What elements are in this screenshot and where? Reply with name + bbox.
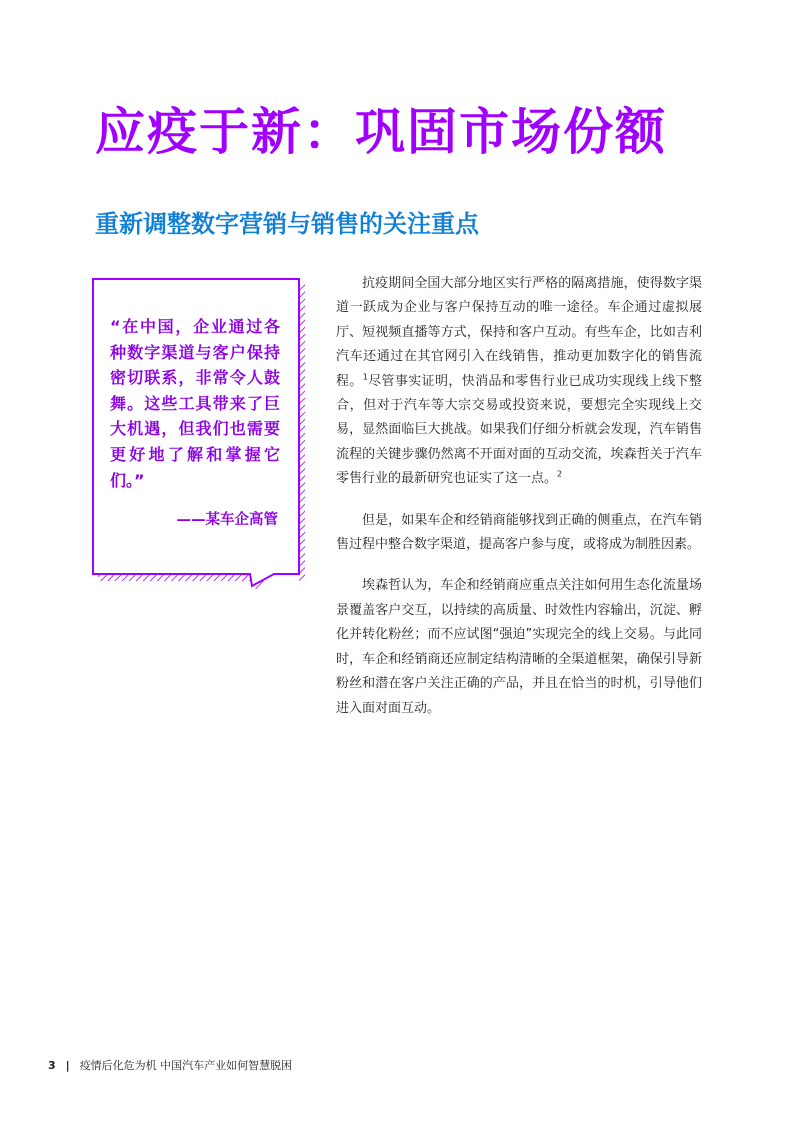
body-paragraph-1 xyxy=(336,272,702,492)
paragraph-1-lead: 抗疫期间全国大部分地区实行严格的隔离措施，使得数字渠道一跃成为企业与客户保持互动的唯一途径。车企通过虚拟展厅、短视频直播等方式，保持和客户互动。有些车企，比如吉利汽车还通过在其官网引入在线销售，推动更加数字化的销售流程。 xyxy=(336,276,702,389)
paragraph-1-body: 尽管事实证明，快消品和零售行业已成功实现线上线下整合，但对于汽车等大宗交易或投资来说，要想完全实现线上交易，显然面临巨大挑战。如果我们仔细分析就会发现，汽车销售流程的关键步骤仍然离不开面对面的互动交流，埃森哲关于汽车零售行业的最新研究也证实了这一点。 xyxy=(336,373,702,487)
pull-quote-text: “在中国，企业通过各种数字渠道与客户保持密切联系，非常令人鼓舞。这些工具带来了巨大机遇，但我们也需要更好地了解和掌握它们。” xyxy=(110,317,280,490)
footer-separator: | xyxy=(65,1059,70,1072)
pull-quote-attribution: ——某车企高管 xyxy=(176,512,278,528)
section-subtitle: 重新调整数字营销与销售的关注重点 xyxy=(95,210,479,238)
footnote-ref-1: 1 xyxy=(362,372,368,382)
footer-report-title: 疫情后化危为机 中国汽车产业如何智慧脱困 xyxy=(79,1059,293,1072)
page-number: 3 xyxy=(48,1059,56,1072)
body-text-column xyxy=(336,272,702,738)
body-paragraph-3: 埃森哲认为，车企和经销商应重点关注如何用生态化流量场景覆盖客户交互，以持续的高质量、时效性内容输出，沉淀、孵化并转化粉丝；而不应试图“强迫”实现完全的线上交易。与此同时，车企和经销商还应制定结构清晰的全渠道框架，确保引导新粉丝和潜在客户关注正确的产品，并且在恰当的时机，引导他们进入面对面互动。 xyxy=(336,578,702,716)
page-title: 应疫于新：巩固市场份额 xyxy=(95,103,667,161)
footnote-ref-2: 2 xyxy=(557,469,563,479)
body-paragraph-2: 但是，如果车企和经销商能够找到正确的侧重点，在汽车销售过程中整合数字渠道，提高客户参与度，或将成为制胜因素。 xyxy=(336,512,702,553)
page-footer xyxy=(48,1058,292,1074)
